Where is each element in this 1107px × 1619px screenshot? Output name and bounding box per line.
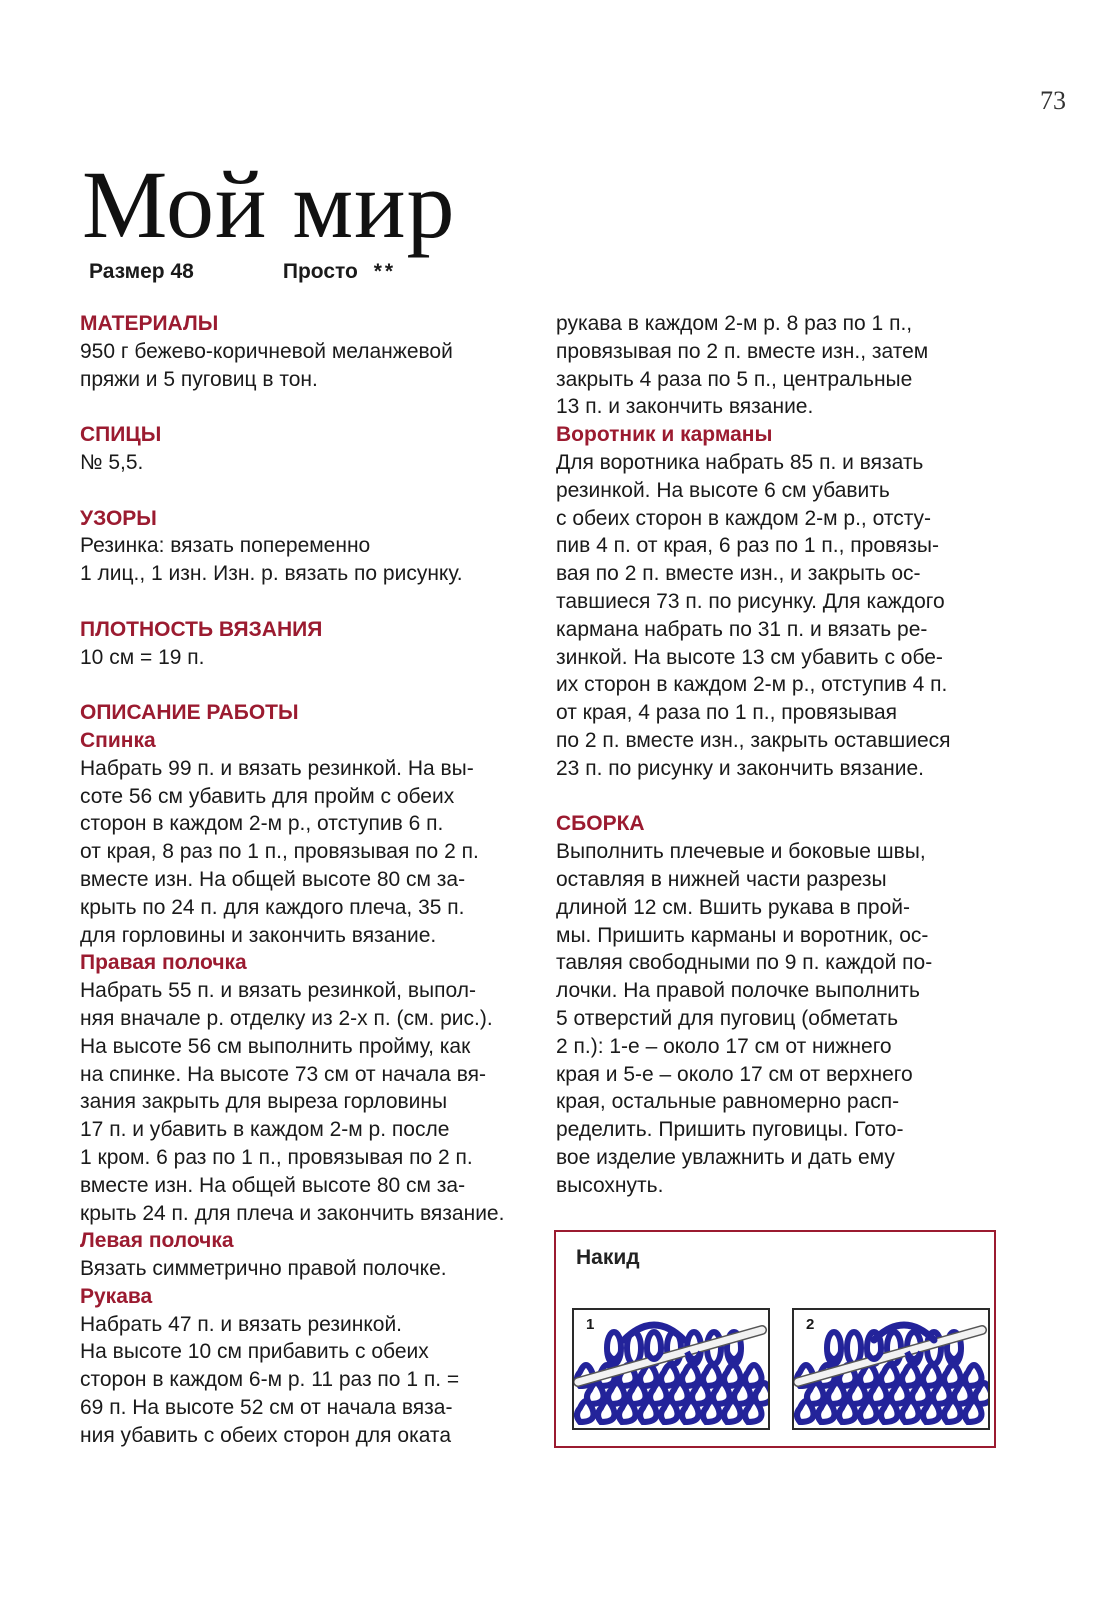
text-line: мы. Пришить карманы и воротник, ос-	[556, 923, 929, 947]
gauge-heading: ПЛОТНОСТЬ ВЯЗАНИЯ	[80, 617, 323, 641]
right-front-text	[80, 977, 535, 1227]
text-line: по 2 п. вместе изн., закрыть оставшиеся	[556, 728, 951, 752]
materials-heading: МАТЕРИАЛЫ	[80, 312, 219, 335]
text-line: 10 см = 19 п.	[80, 645, 205, 669]
text-line: для горловины и закончить вязание.	[80, 923, 437, 947]
text-line: № 5,5.	[80, 450, 144, 474]
text-line: лочки. На правой полочке выполнить	[556, 979, 920, 1003]
text-line: края и 5-е – около 17 см от верхнего	[556, 1062, 913, 1086]
back-text	[80, 755, 535, 950]
text-line: 5 отверстий для пуговиц (обметать	[556, 1006, 899, 1030]
text-line: вая по 2 п. вместе изн., и закрыть ос-	[556, 562, 921, 586]
text-line: 950 г бежево-коричневой меланжевой	[80, 339, 453, 363]
text-line: Набрать 55 п. и вязать резинкой, выпол-	[80, 979, 476, 1003]
text-line: пив 4 п. от края, 6 раз по 1 п., провязы-	[556, 534, 940, 558]
text-line: на спинке. На высоте 73 см от начала вя-	[80, 1062, 486, 1086]
assembly-heading: СБОРКА	[556, 812, 645, 836]
text-line: 1 кром. 6 раз по 1 п., провязывая по 2 п.	[80, 1145, 473, 1169]
patterns-heading: УЗОРЫ	[80, 506, 157, 530]
text-line: сторон в каждом 6-м р. 11 раз по 1 п. =	[80, 1368, 460, 1392]
size-label: Размер 48	[89, 260, 194, 283]
page-number: 73	[1040, 86, 1066, 115]
pattern-meta	[89, 258, 396, 286]
text-line: 17 п. и убавить в каждом 2-м р. после	[80, 1118, 450, 1142]
collar-pockets-heading: Воротник и карманы	[556, 423, 773, 447]
text-line: кармана набрать по 31 п. и вязать ре-	[556, 617, 928, 641]
text-line: крыть по 24 п. для каждого плеча, 35 п.	[80, 895, 465, 919]
text-line: На высоте 10 см прибавить с обеих	[80, 1340, 429, 1364]
materials-text	[80, 338, 535, 394]
right-column	[556, 310, 1011, 1200]
text-line: оставляя в нижней части разрезы	[556, 867, 887, 891]
text-line: 1 лиц., 1 изн. Изн. р. вязать по рисунку.	[80, 562, 463, 586]
patterns-text	[80, 532, 535, 588]
text-line: Выполнить плечевые и боковые швы,	[556, 840, 926, 864]
yarn-over-diagram	[554, 1230, 996, 1448]
page-title: Мой мир	[82, 151, 456, 258]
text-line: 69 п. На высоте 52 см от начала вяза-	[80, 1396, 453, 1420]
text-line: Резинка: вязать попеременно	[80, 534, 371, 558]
working-yarn	[874, 1325, 934, 1340]
difficulty-stars: **	[373, 260, 397, 283]
text-line: резинкой. На высоте 6 см убавить	[556, 478, 890, 502]
sleeves-text	[80, 1311, 535, 1450]
text-line: сторон в каждом 2-м р., отступив 6 п.	[80, 812, 444, 836]
text-line: няя вначале р. отделку из 2-х п. (см. рис.).	[80, 1006, 493, 1030]
left-front-text	[80, 1255, 535, 1283]
text-line: Для воротника набрать 85 п. и вязать	[556, 450, 924, 474]
text-line: их сторон в каждом 2-м р., отступив 4 п.	[556, 673, 948, 697]
text-line: зания закрыть для выреза горловины	[80, 1090, 448, 1114]
back-heading: Спинка	[80, 728, 156, 752]
left-column	[80, 310, 535, 1450]
right-front-heading: Правая полочка	[80, 951, 247, 975]
difficulty-label: Просто	[282, 260, 358, 283]
text-line: вое изделие увлажнить и дать ему	[556, 1145, 895, 1169]
step-number-2: 2	[806, 1316, 815, 1333]
text-line: рукава в каждом 2-м р. 8 раз по 1 п.,	[556, 312, 913, 335]
knitting-illustration-1	[574, 1310, 768, 1428]
text-line: ределить. Пришить пуговицы. Гото-	[556, 1118, 904, 1142]
text-line: крыть 24 п. для плеча и закончить вязание.	[80, 1201, 505, 1225]
gauge-text	[80, 644, 535, 672]
text-line: тавшиеся 73 п. по рисунку. Для каждого	[556, 589, 945, 613]
text-line: пряжи и 5 пуговиц в тон.	[80, 367, 318, 391]
left-front-heading: Левая полочка	[80, 1229, 234, 1253]
text-line: провязывая по 2 п. вместе изн., затем	[556, 339, 929, 363]
text-line: от края, 8 раз по 1 п., провязывая по 2 п.	[80, 840, 479, 864]
knitting-illustration-2	[794, 1310, 988, 1428]
text-line: 23 п. по рисунку и закончить вязание.	[556, 756, 924, 780]
sleeves-heading: Рукава	[80, 1284, 153, 1308]
text-line: вместе изн. На общей высоте 80 см за-	[80, 1173, 466, 1197]
text-line: вместе изн. На общей высоте 80 см за-	[80, 867, 466, 891]
text-line: зинкой. На высоте 13 см убавить с обе-	[556, 645, 943, 669]
text-line: от края, 4 раза по 1 п., провязывая	[556, 701, 898, 725]
text-line: Набрать 47 п. и вязать резинкой.	[80, 1312, 403, 1336]
text-line: высохнуть.	[556, 1173, 664, 1197]
diagram-step-1	[572, 1308, 770, 1430]
text-line: края, остальные равномерно расп-	[556, 1090, 900, 1114]
work-description-heading: ОПИСАНИЕ РАБОТЫ	[80, 701, 299, 725]
text-line: 13 п. и закончить вязание.	[556, 395, 814, 419]
text-line: закрыть 4 раза по 5 п., центральные	[556, 367, 913, 391]
needles-heading: СПИЦЫ	[80, 423, 162, 447]
needles-text	[80, 449, 535, 477]
text-line: Вязать симметрично правой полочке.	[80, 1257, 447, 1281]
text-line: с обеих сторон в каждом 2-м р., отсту-	[556, 506, 932, 530]
text-line: соте 56 см убавить для пройм с обеих	[80, 784, 455, 808]
sleeves-continued-text	[556, 310, 1011, 421]
text-line: ния убавить с обеих сторон для оката	[80, 1423, 451, 1447]
diagram-step-2	[792, 1308, 990, 1430]
step-number-1: 1	[586, 1316, 595, 1333]
text-line: Набрать 99 п. и вязать резинкой. На вы-	[80, 756, 474, 780]
assembly-text	[556, 838, 1011, 1199]
diagram-title: Накид	[576, 1246, 640, 1269]
text-line: 2 п.): 1-е – около 17 см от нижнего	[556, 1034, 892, 1058]
text-line: тавляя свободными по 9 п. каждой по-	[556, 951, 933, 975]
text-line: На высоте 56 см выполнить пройму, как	[80, 1034, 471, 1058]
text-line: длиной 12 см. Вшить рукава в прой-	[556, 895, 911, 919]
collar-pockets-text	[556, 449, 1011, 783]
